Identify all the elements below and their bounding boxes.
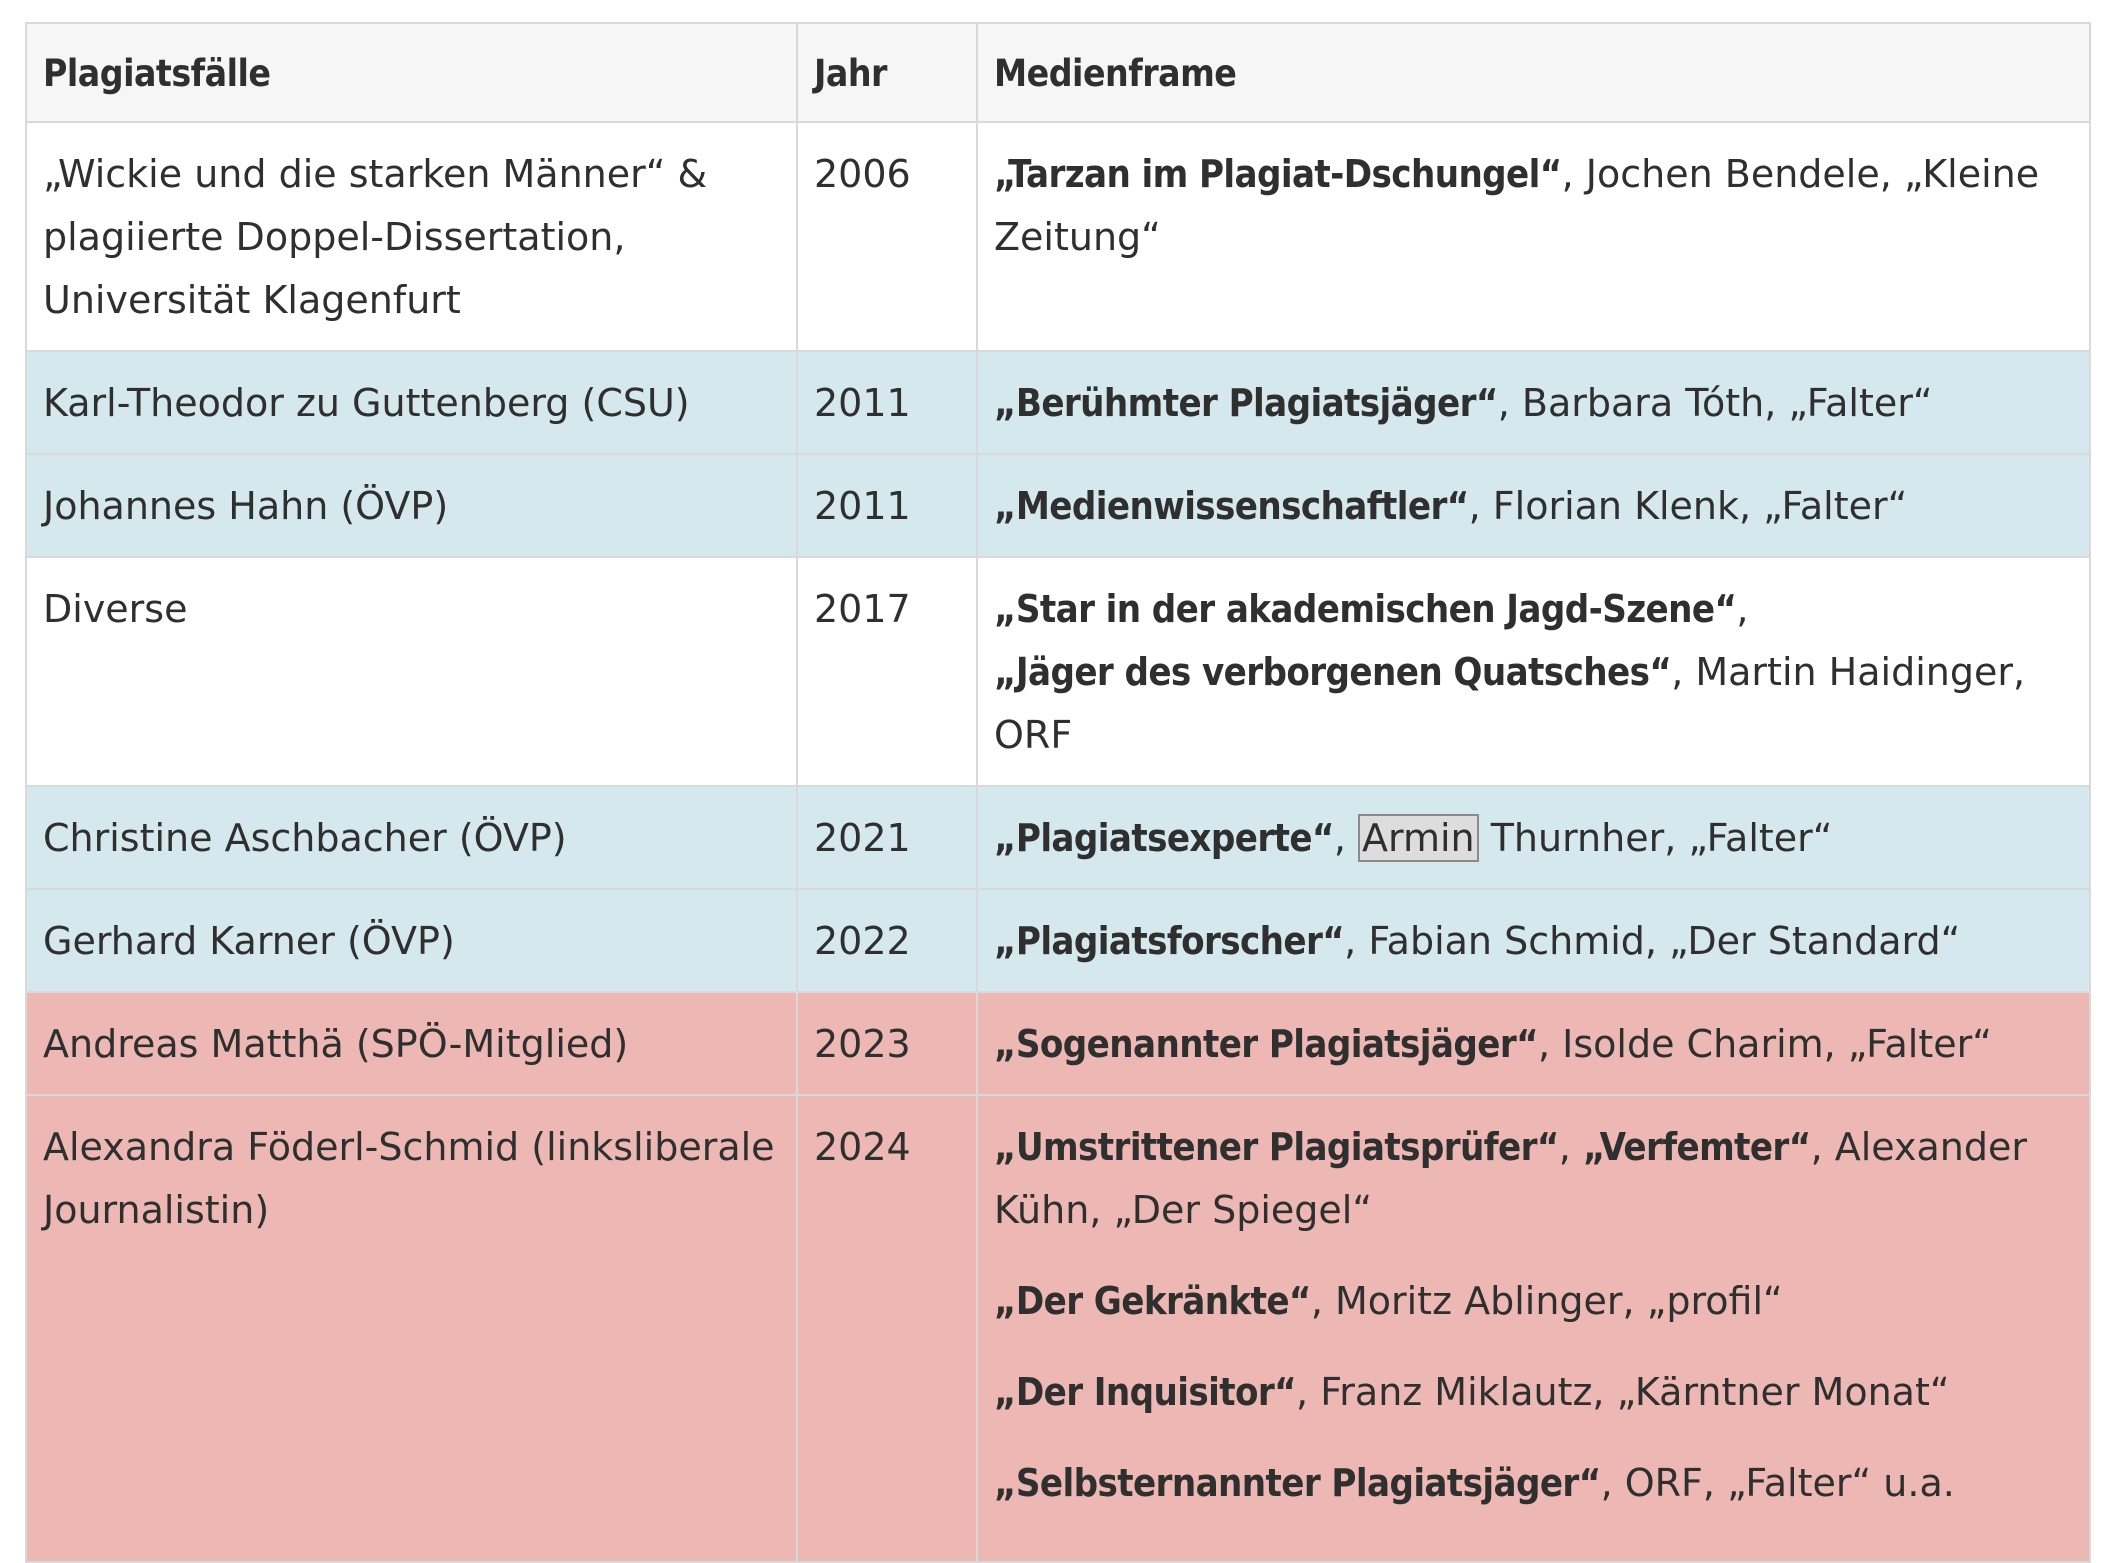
frame-paragraph (994, 1116, 2073, 1242)
frame-cell (977, 889, 2090, 992)
header-case: Plagiatsfälle (26, 23, 797, 122)
header-year: Jahr (797, 23, 977, 122)
frame-quote: „Der Inquisitor“ (994, 1370, 1297, 1414)
case-cell: Diverse (26, 557, 797, 786)
frame-cell (977, 1095, 2090, 1562)
frame-paragraph (994, 1452, 2073, 1515)
year-cell: 2023 (797, 992, 977, 1095)
frame-source: , Florian Klenk, „Falter“ (1468, 484, 1908, 528)
frame-cell (977, 454, 2090, 557)
frame-source: , Isolde Charim, „Falter“ (1538, 1022, 1992, 1066)
year-cell: 2006 (797, 122, 977, 351)
frame-quote: „Sogenannter Plagiatsjäger“ (994, 1022, 1538, 1066)
case-cell: Andreas Matthä (SPÖ-Mitglied) (26, 992, 797, 1095)
case-cell: Johannes Hahn (ÖVP) (26, 454, 797, 557)
frame-cell (977, 786, 2090, 889)
frame-paragraph (994, 1270, 2073, 1333)
year-cell: 2021 (797, 786, 977, 889)
frame-source: , Franz Miklautz, „Kärntner Monat“ (1296, 1370, 1950, 1414)
frame-source: , Fabian Schmid, „Der Standard“ (1344, 919, 1961, 963)
year-cell: 2017 (797, 557, 977, 786)
frame-source: , ORF, „Falter“ u.a. (1600, 1461, 1955, 1505)
frame-separator: , (1558, 1125, 1583, 1169)
year-cell: 2011 (797, 454, 977, 557)
frame-separator: , (1333, 816, 1358, 860)
frame-quote: „Berühmter Plagiatsjäger“ (994, 381, 1498, 425)
frame-source: , Moritz Ablinger, „profil“ (1310, 1279, 1783, 1323)
table-row (26, 557, 2090, 786)
case-cell: Gerhard Karner (ÖVP) (26, 889, 797, 992)
frame-quote: „Der Gekränkte“ (994, 1279, 1311, 1323)
header-frame: Medienframe (977, 23, 2090, 122)
frame-quote: „Selbsternannter Plagiatsjäger“ (994, 1461, 1601, 1505)
table-header-row (26, 23, 2090, 122)
frame-cell (977, 351, 2090, 454)
frame-quote: „Medienwissenschaftler“ (994, 484, 1469, 528)
year-cell: 2024 (797, 1095, 977, 1562)
year-cell: 2011 (797, 351, 977, 454)
frame-source: , Alexander Kühn, „Der Spiegel“ (994, 1125, 2027, 1232)
table-row (26, 992, 2090, 1095)
frame-source: , Jochen Bendele, „Kleine Zeitung“ (994, 152, 2040, 259)
table-row (26, 889, 2090, 992)
year-cell: 2022 (797, 889, 977, 992)
frame-paragraph (994, 1361, 2073, 1424)
case-cell: „Wickie und die starken Männer“ & plagiierte Doppel-Dissertation, Universität Klagenfurt (26, 122, 797, 351)
table-row (26, 351, 2090, 454)
frame-quote: „Plagiatsforscher“ (994, 919, 1345, 963)
frame-cell (977, 992, 2090, 1095)
frame-quote: „Jäger des verborgenen Quatsches“ (994, 650, 1672, 694)
frame-quote: „Star in der akademischen Jagd-Szene“ (994, 587, 1737, 631)
table-row (26, 454, 2090, 557)
frame-source: , Barbara Tóth, „Falter“ (1497, 381, 1933, 425)
plagiarism-media-frame-table-wrapper (25, 22, 2089, 1563)
frame-cell (977, 557, 2090, 786)
frame-separator: , (1736, 587, 1749, 631)
frame-quote: „Verfemter“ (1582, 1125, 1811, 1169)
frame-source: Thurnher, „Falter“ (1478, 816, 1833, 860)
frame-quote: „Umstrittener Plagiatsprüfer“ (994, 1125, 1559, 1169)
table-row (26, 786, 2090, 889)
table-row (26, 122, 2090, 351)
frame-quote: „Tarzan im Plagiat-Dschungel“ (994, 152, 1562, 196)
case-cell: Christine Aschbacher (ÖVP) (26, 786, 797, 889)
frame-source: , Martin Haidinger, ORF (994, 650, 2026, 757)
table-row (26, 1095, 2090, 1562)
case-cell: Alexandra Föderl-Schmid (linksliberale Journalistin) (26, 1095, 797, 1562)
frame-quote: „Plagiatsexperte“ (994, 816, 1334, 860)
plagiarism-media-frame-table (25, 22, 2091, 1563)
case-cell: Karl-Theodor zu Guttenberg (CSU) (26, 351, 797, 454)
highlighted-word[interactable]: Armin (1358, 814, 1479, 862)
frame-cell (977, 122, 2090, 351)
